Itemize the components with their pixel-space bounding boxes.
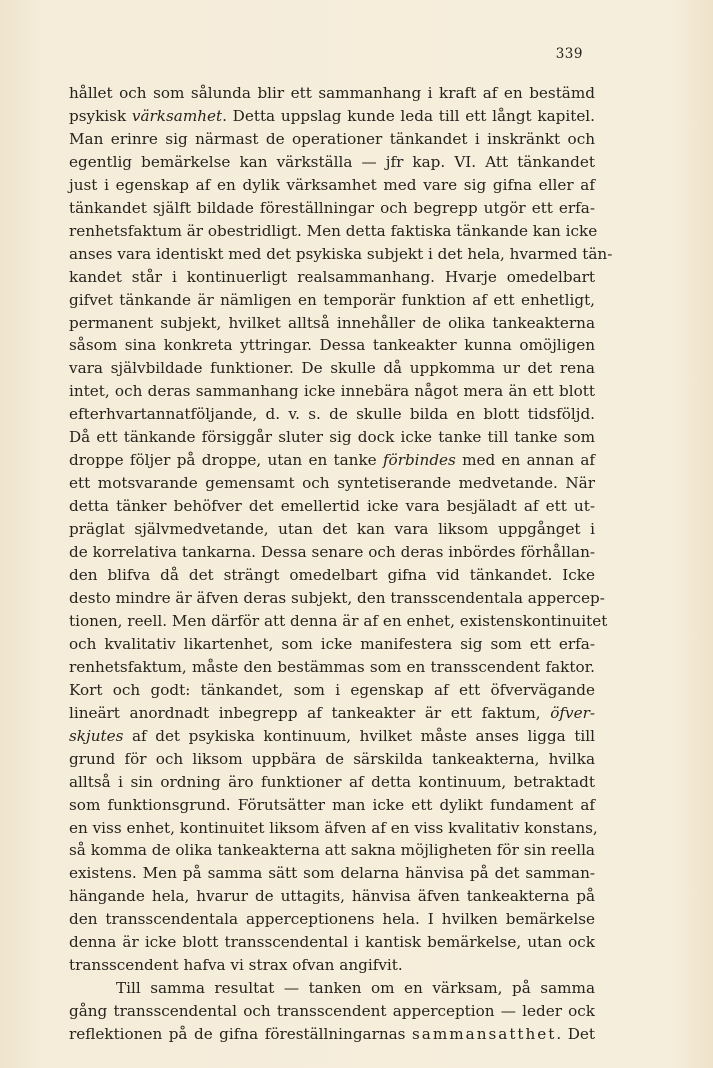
text-line: Till samma resultat — tanken om en värksam, på samma [116, 979, 595, 998]
text-line: Då ett tänkande försiggår sluter sig dock icke tanke till tanke som [69, 428, 595, 447]
text-line: gång transscendental och transscendent apperception — leder ock [69, 1002, 595, 1021]
text-line: en viss enhet, kontinuitet liksom äfven af en viss kvalitativ konstans, [69, 818, 598, 837]
text-line: renhetsfaktum är obestridligt. Men detta faktiska tänkande kan icke [69, 221, 598, 240]
page-number: 339 [555, 46, 583, 62]
text-line: såsom sina konkreta yttringar. Dessa tankeakter kunna omöjligen [69, 336, 595, 355]
text-line: existens. Men på samma sätt som delarna hänvisa på det samman- [69, 864, 595, 883]
body-text [69, 82, 613, 1046]
text-line: de korrelativa tankarna. Dessa senare och deras inbördes förhållan- [69, 543, 595, 562]
text-line: reflektionen på de gifna föreställningarnas sammansatthet. Det [69, 1025, 595, 1044]
text-line: denna är icke blott transscendental i kantisk bemärkelse, utan ock [69, 933, 595, 952]
text-line: egentlig bemärkelse kan värkställa — jfr kap. VI. Att tänkandet [69, 152, 595, 171]
text-line: som funktionsgrund. Förutsätter man icke ett dylikt fundament af [69, 795, 595, 814]
text-line: och kvalitativ likartenhet, som icke manifestera sig som ett erfa- [69, 634, 595, 653]
text-line: hängande hela, hvarur de uttagits, hänvisa äfven tankeakterna på [69, 887, 595, 906]
text-line: Kort och godt: tänkandet, som i egenskap af ett öfvervägande [69, 680, 595, 699]
text-line: så komma de olika tankeakterna att sakna möjligheten för sin reella [69, 841, 595, 860]
text-line: detta tänker behöfver det emellertid icke vara besjäladt af ett ut- [69, 497, 595, 516]
text-line: den blifva då det strängt omedelbart gifna vid tänkandet. Icke [69, 566, 595, 585]
text-line: ett motsvarande gemensamt och syntetiserande medvetande. När [69, 474, 595, 493]
text-line: droppe följer på droppe, utan en tanke förbindes med en annan af [69, 451, 595, 470]
text-line: präglat självmedvetande, utan det kan vara liksom uppgånget i [69, 520, 595, 539]
text-line: renhetsfaktum, måste den bestämmas som en transscendent faktor. [69, 657, 595, 676]
text-line: grund för och liksom uppbära de särskilda tankeakterna, hvilka [69, 749, 595, 768]
text-line: psykisk värksamhet. Detta uppslag kunde leda till ett långt kapitel. [69, 106, 595, 125]
text-line: lineärt anordnadt inbegrepp af tankeakter är ett faktum, öfver- [69, 703, 595, 722]
text-line: hållet och som sålunda blir ett sammanhang i kraft af en bestämd [69, 84, 595, 102]
text-line: efterhvartannatföljande, d. v. s. de skulle bilda en blott tidsföljd. [69, 405, 595, 424]
text-line: anses vara identiskt med det psykiska subjekt i det hela, hvarmed tän- [69, 244, 613, 263]
text-line: transscendent hafva vi strax ofvan angifvit. [69, 956, 403, 975]
text-line: vara självbildade funktioner. De skulle då uppkomma ur det rena [69, 359, 595, 378]
text-line: den transscendentala apperceptionens hela. I hvilken bemärkelse [69, 910, 595, 929]
text-line: tänkandet själft bildade föreställningar och begrepp utgör ett erfa- [69, 198, 595, 217]
text-line: alltså i sin ordning äro funktioner af detta kontinuum, betraktadt [69, 772, 595, 791]
text-line: intet, och deras sammanhang icke innebära något mera än ett blott [69, 382, 595, 401]
text-line: just i egenskap af en dylik värksamhet med vare sig gifna eller af [69, 175, 595, 194]
text-line: gifvet tänkande är nämligen en temporär funktion af ett enhetligt, [69, 290, 595, 309]
text-line: Man erinre sig närmast de operationer tänkandet i inskränkt och [69, 129, 595, 148]
text-line: skjutes af det psykiska kontinuum, hvilket måste anses ligga till [69, 726, 595, 745]
text-line: kandet står i kontinuerligt realsammanhang. Hvarje omedelbart [69, 267, 595, 286]
text-line: permanent subjekt, hvilket alltså innehåller de olika tankeakterna [69, 313, 595, 332]
text-line: tionen, reell. Men därför att denna är af en enhet, existenskontinuitet [69, 611, 608, 630]
text-line: desto mindre är äfven deras subjekt, den transscendentala appercep- [69, 588, 605, 607]
